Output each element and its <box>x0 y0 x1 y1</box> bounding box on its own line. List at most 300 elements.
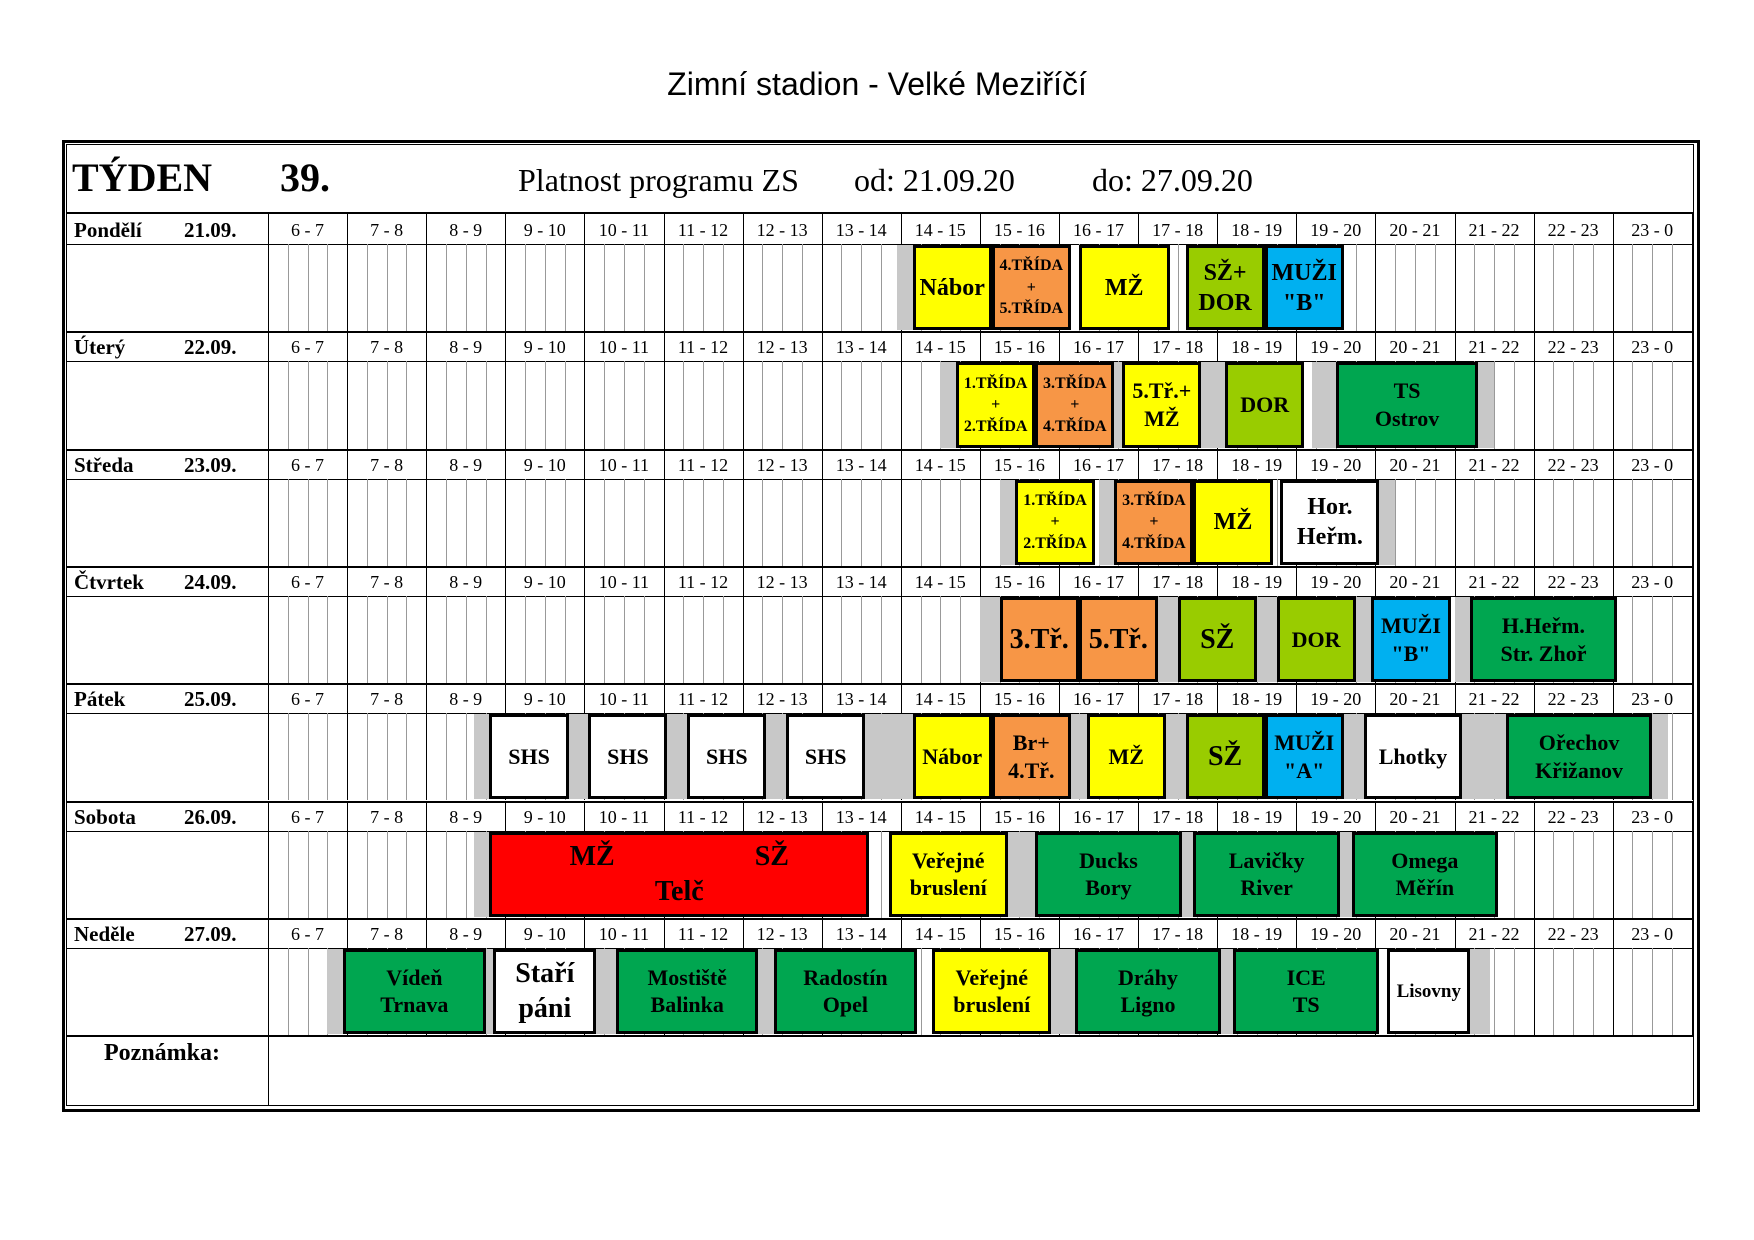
block-label: 4.TŘÍDA <box>999 257 1064 275</box>
hour-gridline <box>664 214 665 331</box>
hour-gridline <box>743 566 744 683</box>
hour-gridline <box>505 214 506 331</box>
quarter-gridline <box>861 479 862 566</box>
quarter-gridline <box>861 361 862 448</box>
ice-maintenance <box>1071 714 1087 799</box>
ice-maintenance <box>1652 714 1668 799</box>
hour-label: 15 - 16 <box>993 689 1045 710</box>
quarter-gridline <box>308 244 309 331</box>
schedule-block[interactable] <box>932 949 1051 1034</box>
schedule-block[interactable] <box>687 714 766 799</box>
schedule-block[interactable] <box>1186 245 1265 330</box>
block-label: 4.TŘÍDA <box>1122 535 1186 553</box>
quarter-gridline <box>486 596 487 683</box>
block-label: Křižanov <box>1535 757 1624 783</box>
hour-label: 12 - 13 <box>756 454 808 475</box>
quarter-gridline <box>1652 831 1653 918</box>
schedule-block[interactable] <box>493 949 596 1034</box>
quarter-gridline <box>782 596 783 683</box>
valid-from: od: 21.09.20 <box>854 162 1015 198</box>
schedule-block[interactable] <box>786 714 865 799</box>
hour-label: 15 - 16 <box>993 806 1045 827</box>
quarter-gridline <box>446 244 447 331</box>
schedule-block[interactable] <box>1506 714 1652 799</box>
schedule-block[interactable] <box>489 832 869 917</box>
quarter-gridline <box>288 244 289 331</box>
hour-label: 15 - 16 <box>993 571 1045 592</box>
hour-gridline <box>1692 566 1693 683</box>
quarter-gridline <box>723 244 724 331</box>
hour-label: 20 - 21 <box>1389 454 1441 475</box>
quarter-gridline <box>841 244 842 331</box>
quarter-gridline <box>802 596 803 683</box>
block-label: Nábor <box>922 744 983 770</box>
quarter-gridline <box>762 479 763 566</box>
hour-label: 12 - 13 <box>756 571 808 592</box>
schedule-block[interactable] <box>1075 949 1221 1034</box>
schedule-block[interactable] <box>1280 480 1379 565</box>
quarter-gridline <box>466 479 467 566</box>
block-label: Ligno <box>1120 992 1176 1018</box>
quarter-gridline <box>604 361 605 448</box>
validity-label: Platnost programu ZS <box>518 162 799 198</box>
quarter-gridline <box>921 596 922 683</box>
quarter-gridline <box>1632 244 1633 331</box>
quarter-gridline <box>466 713 467 800</box>
hour-label: 15 - 16 <box>993 220 1045 240</box>
block-label: Lavičky <box>1228 847 1305 873</box>
hour-label: 13 - 14 <box>835 689 887 710</box>
hour-label: 8 - 9 <box>449 806 483 827</box>
hour-label: 10 - 11 <box>598 923 650 944</box>
schedule-block[interactable] <box>1015 480 1094 565</box>
ice-maintenance <box>897 245 913 330</box>
quarter-gridline <box>1514 831 1515 918</box>
hour-label: 17 - 18 <box>1152 454 1204 475</box>
ice-maintenance <box>486 949 494 1034</box>
block-label: Telč <box>654 876 704 908</box>
block-label: SHS <box>508 744 550 770</box>
hour-label: 23 - 0 <box>1631 923 1674 944</box>
quarter-gridline <box>327 244 328 331</box>
schedule-block[interactable] <box>1233 949 1379 1034</box>
hour-label: 13 - 14 <box>835 806 887 827</box>
quarter-gridline <box>1593 948 1594 1035</box>
quarter-gridline <box>782 361 783 448</box>
hour-label: 6 - 7 <box>291 454 324 475</box>
hour-gridline <box>584 566 585 683</box>
block-label: 3.Tř. <box>1009 624 1069 656</box>
schedule-block[interactable] <box>1470 597 1616 682</box>
hour-gridline <box>822 214 823 331</box>
quarter-gridline <box>1494 948 1495 1035</box>
day-name: Pondělí <box>74 218 142 242</box>
ice-maintenance <box>327 949 343 1034</box>
quarter-gridline <box>565 361 566 448</box>
schedule-block[interactable] <box>913 714 992 799</box>
quarter-gridline <box>723 596 724 683</box>
quarter-gridline <box>525 361 526 448</box>
quarter-gridline <box>1672 244 1673 331</box>
hour-label: 6 - 7 <box>291 571 324 592</box>
schedule-block[interactable] <box>1000 597 1079 682</box>
quarter-gridline <box>881 244 882 331</box>
block-label: bruslení <box>953 992 1031 1018</box>
note-label: Poznámka: <box>104 1040 220 1066</box>
quarter-gridline <box>762 244 763 331</box>
schedule-block[interactable] <box>774 949 916 1034</box>
quarter-gridline <box>1553 361 1554 448</box>
quarter-gridline <box>940 479 941 566</box>
quarter-gridline <box>683 479 684 566</box>
hour-label: 13 - 14 <box>835 337 887 358</box>
quarter-gridline <box>1672 479 1673 566</box>
schedule-block[interactable] <box>992 245 1071 330</box>
hour-gridline <box>426 214 427 331</box>
schedule-block[interactable] <box>489 714 568 799</box>
hour-label: 9 - 10 <box>523 454 566 475</box>
hour-gridline <box>505 566 506 683</box>
quarter-gridline <box>604 479 605 566</box>
schedule-block[interactable] <box>1265 714 1344 799</box>
quarter-gridline <box>1494 479 1495 566</box>
schedule-block[interactable] <box>1186 714 1265 799</box>
schedule-block[interactable] <box>1079 597 1158 682</box>
schedule-block[interactable] <box>1122 362 1201 447</box>
hour-label: 23 - 0 <box>1631 337 1674 358</box>
block-label: Lhotky <box>1378 744 1448 770</box>
schedule-block[interactable] <box>616 949 758 1034</box>
block-label: DOR <box>1291 626 1341 652</box>
ice-maintenance <box>1008 832 1036 917</box>
schedule-block[interactable] <box>1035 362 1114 447</box>
hour-label: 16 - 17 <box>1073 923 1124 944</box>
hour-label: 17 - 18 <box>1152 571 1204 592</box>
hour-label: 19 - 20 <box>1310 337 1362 358</box>
ice-maintenance <box>667 714 687 799</box>
quarter-gridline <box>1652 479 1653 566</box>
block-label: MUŽI <box>1274 730 1335 756</box>
hour-label: 19 - 20 <box>1310 571 1362 592</box>
hour-gridline <box>1613 918 1614 1035</box>
quarter-gridline <box>565 596 566 683</box>
hour-label: 23 - 0 <box>1631 571 1674 592</box>
hour-label: 6 - 7 <box>291 923 324 944</box>
schedule-block[interactable] <box>1079 245 1170 330</box>
hour-label: 17 - 18 <box>1152 220 1204 240</box>
quarter-gridline <box>683 596 684 683</box>
hour-label: 14 - 15 <box>914 454 966 475</box>
quarter-gridline <box>565 479 566 566</box>
quarter-gridline <box>940 596 941 683</box>
hour-label: 22 - 23 <box>1547 571 1599 592</box>
quarter-gridline <box>367 596 368 683</box>
quarter-gridline <box>525 479 526 566</box>
note-text <box>268 1036 1692 1104</box>
quarter-gridline <box>644 244 645 331</box>
block-label: River <box>1240 875 1293 901</box>
hour-label: 16 - 17 <box>1073 337 1124 358</box>
hour-label: 7 - 8 <box>370 571 404 592</box>
schedule-block[interactable] <box>1277 597 1356 682</box>
quarter-gridline <box>1178 244 1179 331</box>
hour-label: 6 - 7 <box>291 806 324 827</box>
quarter-gridline <box>1632 596 1633 683</box>
hour-gridline <box>1692 214 1693 331</box>
quarter-gridline <box>367 713 368 800</box>
block-label: 3.TŘÍDA <box>1043 374 1107 392</box>
hour-label: 7 - 8 <box>370 337 404 358</box>
quarter-gridline <box>327 713 328 800</box>
hour-label: 15 - 16 <box>993 923 1045 944</box>
hour-label: 16 - 17 <box>1073 689 1124 710</box>
hour-label: 18 - 19 <box>1231 454 1283 475</box>
hour-label: 22 - 23 <box>1547 923 1599 944</box>
day-name: Čtvrtek <box>74 569 144 594</box>
ice-maintenance <box>1257 597 1277 682</box>
schedule-block[interactable] <box>1371 597 1450 682</box>
hour-gridline <box>743 331 744 448</box>
hour-label: 13 - 14 <box>835 220 887 240</box>
schedule-block[interactable] <box>1178 597 1257 682</box>
hour-label: 12 - 13 <box>756 337 808 358</box>
quarter-gridline <box>406 244 407 331</box>
day-column-divider <box>268 683 269 800</box>
schedule-block[interactable] <box>1035 832 1181 917</box>
hour-gridline <box>347 449 348 566</box>
quarter-gridline <box>644 479 645 566</box>
schedule-block[interactable] <box>1364 714 1463 799</box>
hour-label: 19 - 20 <box>1310 923 1362 944</box>
hour-label: 7 - 8 <box>370 454 404 475</box>
hour-label: 8 - 9 <box>449 220 483 240</box>
hour-gridline <box>1534 331 1535 448</box>
quarter-gridline <box>565 244 566 331</box>
hour-label: 14 - 15 <box>914 923 966 944</box>
schedule-block[interactable] <box>1193 480 1272 565</box>
block-label: 4.Tř. <box>1008 757 1055 783</box>
block-label: 3.TŘÍDA <box>1122 491 1186 509</box>
quarter-gridline <box>703 244 704 331</box>
hour-label: 8 - 9 <box>449 571 483 592</box>
hour-gridline <box>505 331 506 448</box>
quarter-gridline <box>802 244 803 331</box>
block-label: SHS <box>804 744 847 770</box>
block-label: + <box>991 396 1001 414</box>
schedule-block[interactable] <box>913 245 992 330</box>
hour-label: 11 - 12 <box>677 220 729 240</box>
schedule-block[interactable] <box>1352 832 1498 917</box>
quarter-gridline <box>367 244 368 331</box>
hour-gridline <box>664 449 665 566</box>
hour-label: 17 - 18 <box>1152 689 1204 710</box>
schedule-block[interactable] <box>956 362 1035 447</box>
quarter-gridline <box>1672 831 1673 918</box>
quarter-gridline <box>1514 948 1515 1035</box>
quarter-gridline <box>960 596 961 683</box>
hour-label: 17 - 18 <box>1152 337 1204 358</box>
block-label: Trnava <box>380 992 449 1018</box>
hour-label: 6 - 7 <box>291 220 324 240</box>
quarter-gridline <box>446 713 447 800</box>
block-label: Heřm. <box>1296 524 1363 551</box>
hour-label: 22 - 23 <box>1547 689 1599 710</box>
quarter-gridline <box>1652 361 1653 448</box>
quarter-gridline <box>406 831 407 918</box>
day-column-divider <box>268 918 269 1035</box>
hour-label: 19 - 20 <box>1310 454 1362 475</box>
hour-label: 14 - 15 <box>914 337 966 358</box>
ice-maintenance <box>596 949 616 1034</box>
block-label: Ducks <box>1079 847 1138 873</box>
day-separator <box>66 683 1694 685</box>
quarter-gridline <box>624 479 625 566</box>
quarter-gridline <box>1474 479 1475 566</box>
hour-label: 7 - 8 <box>370 806 404 827</box>
ice-maintenance <box>1344 714 1364 799</box>
quarter-gridline <box>841 596 842 683</box>
quarter-gridline <box>406 713 407 800</box>
hour-label: 20 - 21 <box>1389 337 1441 358</box>
schedule-block[interactable] <box>1387 949 1470 1034</box>
block-label: Bory <box>1085 875 1132 901</box>
quarter-gridline <box>881 479 882 566</box>
hour-label: 11 - 12 <box>677 923 729 944</box>
hour-gridline <box>980 449 981 566</box>
schedule-block[interactable] <box>1114 480 1193 565</box>
schedule-block[interactable] <box>1265 245 1344 330</box>
ice-maintenance <box>865 714 912 799</box>
ice-maintenance <box>940 362 956 447</box>
hour-gridline <box>584 331 585 448</box>
quarter-gridline <box>921 479 922 566</box>
block-label: bruslení <box>909 875 987 901</box>
quarter-gridline <box>308 948 309 1035</box>
schedule-block[interactable] <box>1193 832 1339 917</box>
hour-label: 10 - 11 <box>598 689 650 710</box>
block-label: TS <box>1292 992 1320 1018</box>
hour-gridline <box>1613 331 1614 448</box>
quarter-gridline <box>1573 479 1574 566</box>
hour-label: 22 - 23 <box>1547 337 1599 358</box>
quarter-gridline <box>466 596 467 683</box>
quarter-gridline <box>466 831 467 918</box>
ice-maintenance <box>1158 597 1178 682</box>
hour-gridline <box>743 214 744 331</box>
quarter-gridline <box>1553 948 1554 1035</box>
block-label: MUŽI <box>1271 259 1337 286</box>
block-label: SHS <box>607 744 649 770</box>
block-label: SŽ+ <box>1203 259 1247 286</box>
quarter-gridline <box>703 361 704 448</box>
hour-gridline <box>347 801 348 918</box>
hour-label: 18 - 19 <box>1231 806 1283 827</box>
hour-label: 23 - 0 <box>1631 806 1674 827</box>
quarter-gridline <box>1415 244 1416 331</box>
hour-label: 11 - 12 <box>677 689 729 710</box>
quarter-gridline <box>308 713 309 800</box>
schedule-block[interactable] <box>992 714 1071 799</box>
day-separator <box>66 331 1694 333</box>
quarter-gridline <box>1652 244 1653 331</box>
block-label: 5.Tř. <box>1088 624 1148 656</box>
quarter-gridline <box>387 244 388 331</box>
day-column-divider <box>268 214 269 331</box>
schedule-block[interactable] <box>588 714 667 799</box>
schedule-block[interactable] <box>343 949 485 1034</box>
hour-label: 10 - 11 <box>598 337 650 358</box>
quarter-gridline <box>367 831 368 918</box>
hour-label: 15 - 16 <box>993 337 1045 358</box>
hour-gridline <box>347 566 348 683</box>
schedule-block[interactable] <box>889 832 1008 917</box>
block-label: 1.TŘÍDA <box>963 374 1028 392</box>
quarter-gridline <box>387 361 388 448</box>
quarter-gridline <box>1672 713 1673 800</box>
hour-label: 18 - 19 <box>1231 923 1283 944</box>
block-label: Dráhy <box>1118 964 1178 990</box>
hour-gridline <box>1534 214 1535 331</box>
hour-label: 21 - 22 <box>1468 220 1520 240</box>
quarter-gridline <box>1514 361 1515 448</box>
hour-label: 16 - 17 <box>1073 806 1124 827</box>
block-label: + <box>1026 278 1036 296</box>
quarter-gridline <box>308 831 309 918</box>
quarter-gridline <box>406 596 407 683</box>
quarter-gridline <box>802 361 803 448</box>
block-label: Mostiště <box>647 964 727 990</box>
quarter-gridline <box>604 596 605 683</box>
quarter-gridline <box>782 479 783 566</box>
hour-label: 12 - 13 <box>756 689 808 710</box>
hour-gridline <box>822 449 823 566</box>
ice-maintenance <box>1000 480 1016 565</box>
quarter-gridline <box>881 361 882 448</box>
hour-label: 9 - 10 <box>523 689 566 710</box>
hour-label: 9 - 10 <box>523 923 566 944</box>
hour-gridline <box>426 683 427 800</box>
hour-gridline <box>1613 801 1614 918</box>
schedule-block[interactable] <box>1336 362 1478 447</box>
quarter-gridline <box>644 361 645 448</box>
quarter-gridline <box>466 244 467 331</box>
hour-label: 22 - 23 <box>1547 220 1599 240</box>
hour-header-line <box>66 244 1694 245</box>
ice-maintenance <box>1166 714 1186 799</box>
schedule-block[interactable] <box>1087 714 1166 799</box>
block-label: MŽ <box>1108 744 1144 770</box>
quarter-gridline <box>762 596 763 683</box>
hour-label: 21 - 22 <box>1468 337 1520 358</box>
schedule-block[interactable] <box>1225 362 1304 447</box>
quarter-gridline <box>841 479 842 566</box>
quarter-gridline <box>486 479 487 566</box>
quarter-gridline <box>466 361 467 448</box>
hour-label: 21 - 22 <box>1468 806 1520 827</box>
hour-label: 14 - 15 <box>914 571 966 592</box>
hour-label: 21 - 22 <box>1468 923 1520 944</box>
hour-label: 10 - 11 <box>598 220 650 240</box>
quarter-gridline <box>921 948 922 1035</box>
hour-label: 6 - 7 <box>291 689 324 710</box>
ice-maintenance <box>1470 949 1490 1034</box>
hour-label: 20 - 21 <box>1389 220 1441 240</box>
valid-to: do: 27.09.20 <box>1092 162 1253 198</box>
block-label: TS <box>1393 378 1421 404</box>
ice-maintenance <box>1201 362 1225 447</box>
ice-maintenance <box>474 832 490 917</box>
hour-label: 7 - 8 <box>370 220 404 240</box>
